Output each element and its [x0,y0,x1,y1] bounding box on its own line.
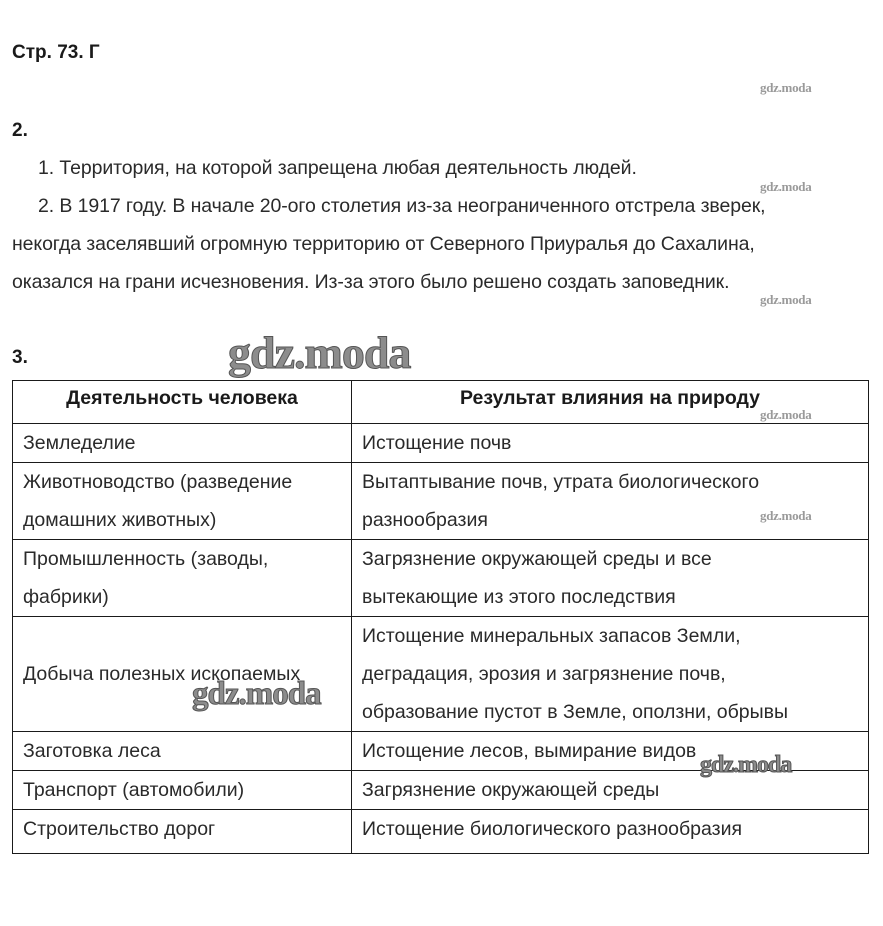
answer-line-1: 1. Территория, на которой запрещена любая деятельность людей. [38,157,637,179]
cell-text: фабрики) [23,586,109,608]
cell-text: Истощение почв [362,432,512,454]
cell-text: разнообразия [362,509,488,531]
watermark: gdz.moda [760,407,812,422]
watermark-large: gdz.moda [192,676,321,712]
column-header-result: Результат влияния на природу [352,381,869,424]
watermark: gdz.moda [760,80,812,95]
section-number-2: 2. [12,120,28,141]
result-cell [352,810,869,854]
cell-text: деградация, эрозия и загрязнение почв, [362,663,726,685]
answer-line-2: 2. В 1917 году. В начале 20-ого столетия из-за неограниченного отстрела зверек, [38,195,766,217]
cell-text: Добыча полезных ископаемых [23,663,301,685]
section-number-3: 3. [12,347,28,368]
watermark-large: gdz.moda [228,327,411,378]
cell-text: Истощение лесов, вымирание видов [362,740,697,762]
cell-text: вытекающие из этого последствия [362,586,676,608]
answer-line-4: оказался на грани исчезновения. Из-за этого было решено создать заповедник. [12,271,730,293]
table-row [13,810,869,854]
cell-text: Животноводство (разведение [23,471,293,493]
activity-cell [13,424,352,463]
result-cell [352,424,869,463]
activity-cell [13,463,352,540]
activity-cell [13,771,352,810]
activity-impact-table [12,380,869,854]
table-row [13,424,869,463]
cell-text: Истощение минеральных запасов Земли, [362,625,741,647]
cell-text: Загрязнение окружающей среды [362,779,660,801]
cell-text: Загрязнение окружающей среды и все [362,548,712,570]
cell-text: Строительство дорог [23,818,216,840]
watermark-large: gdz.moda [700,752,792,778]
cell-text: домашних животных) [23,509,217,531]
cell-text: Заготовка леса [23,740,161,762]
table-row [13,617,869,732]
result-cell [352,463,869,540]
activity-cell [13,810,352,854]
activity-cell [13,617,352,732]
table-row [13,540,869,617]
page-title: Стр. 73. Г [12,42,100,63]
cell-text: Истощение биологического разнообразия [362,818,743,840]
activity-cell [13,732,352,771]
watermark: gdz.moda [760,179,812,194]
answer-line-3: некогда заселявший огромную территорию от Северного Приуралья до Сахалина, [12,233,755,255]
cell-text: Земледелие [23,432,136,454]
section-2-answers [12,149,872,301]
table-header-row [13,381,869,424]
watermark: gdz.moda [760,292,812,307]
result-cell [352,540,869,617]
cell-text: образование пустот в Земле, оползни, обрывы [362,701,789,723]
activity-cell [13,540,352,617]
result-cell [352,617,869,732]
column-header-activity: Деятельность человека [13,381,352,424]
table-row [13,463,869,540]
cell-text: Промышленность (заводы, [23,548,269,570]
cell-text: Транспорт (автомобили) [23,779,245,801]
watermark: gdz.moda [760,508,812,523]
cell-text: Вытаптывание почв, утрата биологического [362,471,760,493]
